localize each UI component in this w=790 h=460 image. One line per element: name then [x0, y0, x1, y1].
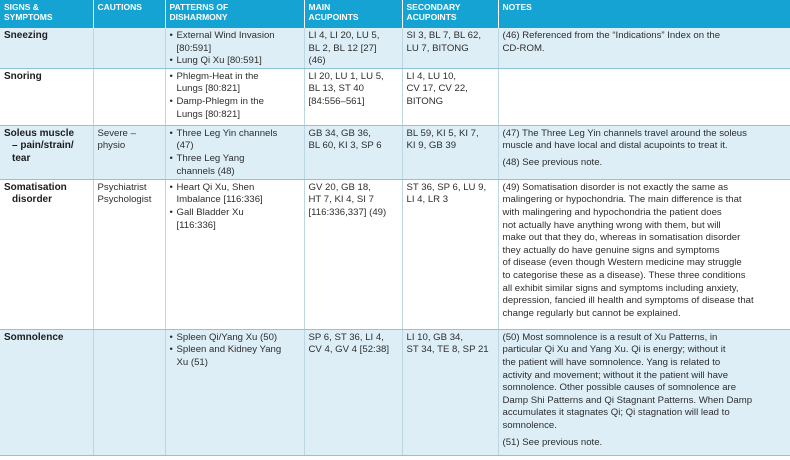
text-line: muscle and have local and distal acupoints to treat it.	[502, 140, 728, 152]
text-line: they actually do have genuine signs and symptoms	[502, 244, 720, 256]
main-acupoints-cell	[304, 28, 402, 68]
text-line: ACUPOINTS	[406, 12, 457, 22]
text-line: Soleus muscle	[4, 127, 75, 139]
pattern-item	[170, 344, 300, 369]
pattern-item	[170, 30, 300, 55]
text-line: malingering or hypochondria. The main difference is that	[502, 194, 742, 206]
text-line: (51) See previous note.	[502, 436, 603, 448]
text-line: channels (48)	[176, 165, 235, 177]
text-line: SI 3, BL 7, BL 62,	[406, 30, 481, 41]
text-line: MAIN	[308, 2, 331, 12]
notes-cell	[498, 125, 790, 179]
text-line: BL 59, KI 5, KI 7,	[406, 127, 479, 139]
header-patterns	[165, 0, 304, 28]
text-line: Lungs [80:821]	[176, 108, 240, 120]
text-line: activity and movement; without it the patient will have	[502, 369, 729, 381]
text-line: accumulates it stagnates Qi; Qi stagnation will lead to	[502, 407, 730, 419]
text-line: Sneezing	[4, 30, 48, 41]
pattern-item	[170, 96, 300, 121]
table-row-sneezing	[0, 28, 790, 68]
cautions-cell	[93, 68, 165, 125]
header-signs-symptoms	[0, 0, 93, 28]
text-line: – pain/strain/	[12, 140, 74, 152]
pattern-item	[170, 153, 300, 178]
text-line: BL 2, BL 12 [27]	[308, 42, 377, 54]
patterns-cell	[165, 125, 304, 179]
pattern-item	[170, 207, 300, 232]
text-line: CD-ROM.	[502, 42, 545, 54]
table-row-soleus	[0, 125, 790, 179]
text-line: KI 9, GB 39	[406, 140, 457, 152]
pattern-item	[170, 71, 300, 96]
note-paragraph	[503, 128, 787, 153]
text-line: [80:591]	[176, 42, 212, 54]
text-line: Snoring	[4, 70, 42, 82]
text-line: of disease (even though Western medicine may struggle	[502, 257, 742, 269]
text-line: (46) Referenced from the “Indications” Index on the	[502, 30, 721, 41]
text-line: LI 4, LI 20, LU 5,	[308, 30, 380, 41]
text-line: tear	[12, 152, 31, 164]
text-line: • Phlegm-Heat in the	[176, 70, 259, 82]
cautions-cell	[93, 125, 165, 179]
notes-cell	[498, 68, 790, 125]
text-line: ST 34, TE 8, SP 21	[406, 344, 489, 356]
text-line: ACUPOINTS	[308, 12, 359, 22]
text-line: LI 10, GB 34,	[406, 331, 464, 343]
text-line: Somnolence	[4, 331, 64, 343]
text-line: CV 17, CV 22,	[406, 83, 468, 95]
notes-cell	[498, 329, 790, 455]
text-line: CV 4, GV 4 [52:38]	[308, 344, 390, 356]
main-acupoints-cell	[304, 179, 402, 329]
patterns-cell	[165, 28, 304, 68]
patterns-cell	[165, 68, 304, 125]
text-line: LI 4, LU 10,	[406, 70, 457, 82]
text-line: with malingering and hypochondria the patient does	[502, 206, 722, 218]
table-row-snoring	[0, 68, 790, 125]
text-line: (48) See previous note.	[502, 156, 603, 168]
text-line: • Damp-Phlegm in the	[176, 95, 264, 107]
text-line: Psychologist	[97, 194, 152, 206]
text-line: SP 6, ST 36, LI 4,	[308, 331, 384, 343]
text-line: SIGNS &	[4, 2, 39, 12]
text-line: BL 60, KI 3, SP 6	[308, 140, 382, 152]
secondary-acupoints-cell	[402, 179, 498, 329]
text-line: change regularly but cannot be explained.	[502, 307, 681, 319]
text-line: LI 4, LR 3	[406, 194, 449, 206]
text-line: GV 20, GB 18,	[308, 181, 371, 193]
pattern-item	[170, 128, 300, 153]
main-acupoints-cell	[304, 68, 402, 125]
pattern-item	[170, 182, 300, 207]
text-line: • Spleen and Kidney Yang	[176, 344, 282, 356]
main-acupoints-cell	[304, 329, 402, 455]
text-line: [116:336,337] (49)	[308, 206, 387, 218]
cautions-cell	[93, 28, 165, 68]
text-line: DISHARMONY	[169, 12, 228, 22]
text-line: (47) The Three Leg Yin channels travel around the soleus	[502, 127, 747, 139]
text-line: somnolence. Other possible causes of somnolence are	[502, 382, 737, 394]
text-line: particular Qi Xu and Yang Xu. Qi is energy; without it	[502, 344, 726, 356]
text-line: [116:336]	[176, 219, 216, 231]
table-row-somatisation	[0, 179, 790, 329]
text-line: physio	[97, 140, 126, 152]
text-line: • Gall Bladder Xu	[176, 206, 244, 218]
symptom-cell	[0, 68, 93, 125]
note-paragraph	[503, 437, 787, 450]
main-acupoints-cell	[304, 125, 402, 179]
text-line: all exhibit similar signs and symptoms including anxiety,	[502, 282, 739, 294]
patterns-cell	[165, 179, 304, 329]
text-line: PATTERNS OF	[169, 2, 229, 12]
table-header-row	[0, 0, 790, 28]
patterns-cell	[165, 329, 304, 455]
text-line: • Three Leg Yang	[176, 152, 245, 164]
symptom-cell	[0, 329, 93, 455]
text-line: NOTES	[502, 2, 532, 12]
text-line: Lungs [80:821]	[176, 83, 240, 95]
note-paragraph	[503, 332, 787, 433]
text-line: (50) Most somnolence is a result of Xu Patterns, in	[502, 331, 718, 343]
text-line: BL 13, ST 40	[308, 83, 364, 95]
secondary-acupoints-cell	[402, 28, 498, 68]
text-line: • Three Leg Yin channels	[176, 127, 278, 139]
text-line: Psychiatrist	[97, 181, 147, 193]
text-line: the patient will have somnolence. Yang is related to	[502, 356, 721, 368]
cautions-cell	[93, 329, 165, 455]
symptom-cell	[0, 179, 93, 329]
text-line: SYMPTOMS	[4, 12, 53, 22]
text-line: (49) Somatisation disorder is not exactly the same as	[502, 181, 729, 193]
notes-cell	[498, 28, 790, 68]
text-line: disorder	[12, 194, 53, 206]
notes-cell	[498, 179, 790, 329]
text-line: make out that they do, whereas in somatisation disorder	[502, 232, 741, 244]
text-line: LI 20, LU 1, LU 5,	[308, 70, 384, 82]
text-line: Imbalance [116:336]	[176, 194, 263, 206]
header-notes	[498, 0, 790, 28]
note-paragraph	[503, 182, 787, 321]
text-line: (47)	[176, 140, 194, 152]
text-line: • External Wind Invasion	[176, 30, 275, 41]
text-line: Severe –	[97, 127, 136, 139]
table-row-somnolence	[0, 329, 790, 455]
note-paragraph	[503, 157, 787, 170]
text-line: Damp Shi Patterns and Qi Stagnant Patterns. When Damp	[502, 394, 753, 406]
text-line: BITONG	[406, 95, 444, 107]
symptom-cell	[0, 125, 93, 179]
header-secondary-acupoints	[402, 0, 498, 28]
secondary-acupoints-cell	[402, 125, 498, 179]
text-line: [84:556–561]	[308, 95, 365, 107]
text-line: ST 36, SP 6, LU 9,	[406, 181, 487, 193]
text-line: CAUTIONS	[97, 2, 142, 12]
symptom-cell	[0, 28, 93, 68]
secondary-acupoints-cell	[402, 68, 498, 125]
text-line: to categorise these as a disease). These three conditions	[502, 269, 746, 281]
cautions-cell	[93, 179, 165, 329]
text-line: Somatisation	[4, 181, 67, 193]
text-line: GB 34, GB 36,	[308, 127, 371, 139]
text-line: depression, fancied ill health and symptoms of disease that	[502, 295, 754, 307]
header-cautions	[93, 0, 165, 28]
text-line: LU 7, BITONG	[406, 42, 469, 54]
text-line: SECONDARY	[406, 2, 461, 12]
header-main-acupoints	[304, 0, 402, 28]
secondary-acupoints-cell	[402, 329, 498, 455]
pattern-item	[170, 55, 300, 68]
text-line: • Spleen Qi/Yang Xu (50)	[176, 331, 278, 343]
text-line: HT 7, KI 4, SI 7	[308, 194, 374, 206]
text-line: (46)	[308, 55, 326, 67]
text-line: • Lung Qi Xu [80:591]	[176, 55, 262, 67]
text-line: • Heart Qi Xu, Shen	[176, 181, 255, 193]
text-line: not actually have anything wrong with them, but will	[502, 219, 721, 231]
text-line: somnolence.	[502, 419, 557, 431]
text-line: Xu (51)	[176, 356, 208, 368]
pattern-item	[170, 332, 300, 345]
